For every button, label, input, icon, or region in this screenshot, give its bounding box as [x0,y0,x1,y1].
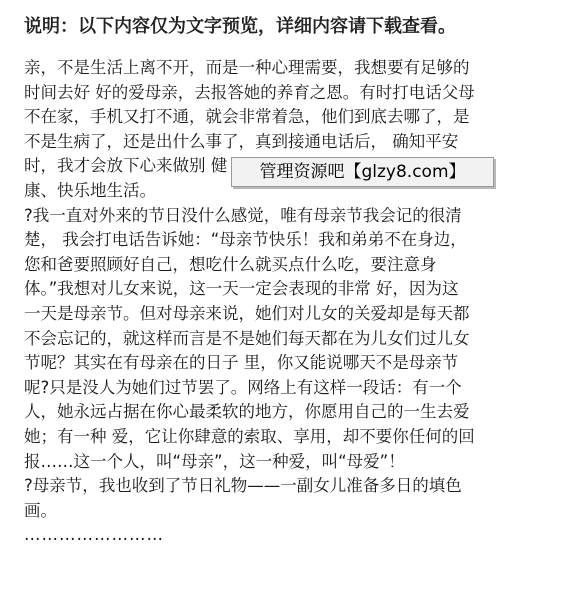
text-line-10: 体。”我想对儿女来说，这一天一定会表现的非常 好，因为这 [24,279,459,299]
text-line-1: 亲，不是生活上离不开，而是一种心理需要，我想要有足够的 [24,58,470,77]
text-line-3: 不在家，手机又打不通，就会非常着急，他们到底去哪了，是 [24,107,470,127]
text-line-5: 时，我才会放下心来做别 健 [24,156,228,176]
preview-notice: 说明：以下内容仅为文字预览，详细内容请下载查看。 [24,16,456,37]
text-line-2: 时间去好 好的爱母亲，去报答她的养育之恩。有时打电话父母 [24,82,475,102]
ellipsis-line: …………………… [24,525,164,545]
text-line-4: 不是生病了，还是出什么事了，真到接通电话后， 确知平安 [24,131,459,151]
text-line-12: 不会忘记的，就这样而言是不是她们每天都在为儿女们过儿女 [24,328,470,348]
text-line-19: 画。 [24,500,57,520]
text-line-18: ?母亲节，我也收到了节日礼物——一副女儿准备多日的填色 [24,476,462,496]
text-line-13: 节呢？其实在有母亲在的日子 里，你又能说哪天不是母亲节 [24,353,459,373]
watermark-label: 管理资源吧【glzy8.com】 [231,157,494,187]
document-body [24,56,554,548]
text-line-11: 一天是母亲节。但对母亲来说，她们对儿女的关爱却是每天都 [24,303,470,323]
text-line-17: 报……这一个人，叫“母亲”，这一种爱，叫“母爱”！ [24,451,405,471]
text-line-16: 她；有一种 爱，它让你肆意的索取、享用，却不要你任何的回 [24,426,475,446]
text-line-7: ?我一直对外来的节日没什么感觉，唯有母亲节我会记的很清 [24,205,462,225]
text-line-8: 楚， 我会打电话告诉她：“母亲节快乐！我和弟弟不在身边， [24,230,467,250]
text-line-15: 人，她永远占据在你心最柔软的地方，你愿用自己的一生去爱 [24,402,470,422]
text-line-14: 呢?只是没人为她们过节罢了。网络上有这样一段话：有一个 [24,377,462,397]
text-line-9: 您和爸要照顾好自己，想吃什么就买点什么吃，要注意身 [24,254,437,274]
text-line-6: 康、快乐地生活。 [24,180,156,200]
